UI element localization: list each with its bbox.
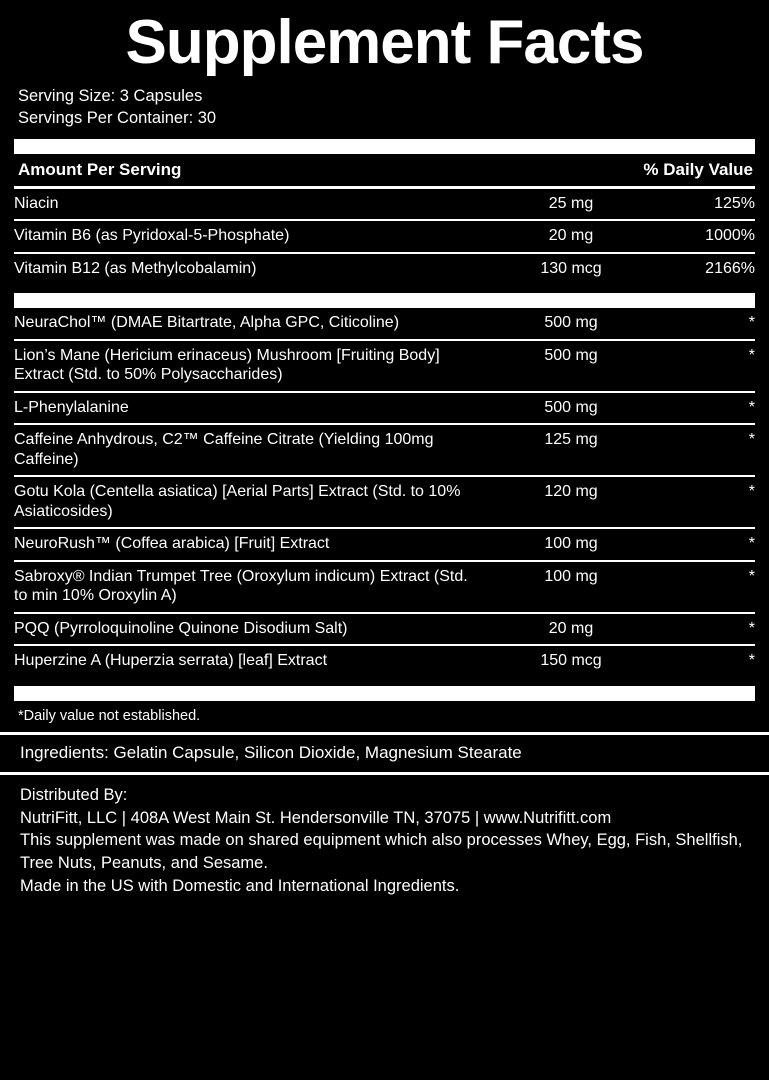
nutrient-amount: 130 mcg [484, 253, 658, 285]
nutrient-daily-value: 2166% [658, 253, 755, 285]
nutrient-amount: 20 mg [484, 220, 658, 253]
nutrient-amount: 25 mg [548, 194, 594, 212]
nutrient-name: Lion’s Mane (Hericium erinaceus) Mushroom [Fruiting Body] Extract (Std. to 50% Polysaccharides) [14, 340, 484, 392]
nutrient-amount: 500 mg [544, 314, 598, 332]
nutrient-name: Niacin [14, 194, 59, 212]
nutrient-daily-value: * [658, 528, 755, 561]
ingredients-section [0, 735, 769, 772]
distributed-by-label: Distributed By: [20, 785, 128, 804]
nutrient-amount: 20 mg [484, 613, 658, 646]
table-row [14, 253, 755, 285]
header-daily-value: % Daily Value [643, 159, 753, 179]
table-row [14, 476, 755, 528]
table-row [14, 189, 755, 221]
nutrient-daily-value: 1000% [658, 220, 755, 253]
nutrient-daily-value: * [748, 314, 755, 332]
divider-thick-bottom [14, 686, 755, 701]
table-row [14, 424, 755, 476]
table-header-row [14, 154, 755, 186]
table-row [14, 308, 755, 340]
serving-size: Serving Size: 3 Capsules [18, 87, 203, 106]
nutrient-daily-value: * [658, 645, 755, 677]
table-row [14, 220, 755, 253]
nutrient-daily-value: * [658, 613, 755, 646]
distributor-section [0, 775, 769, 898]
nutrient-daily-value: * [658, 340, 755, 392]
nutrient-table [14, 189, 755, 285]
nutrient-name: Caffeine Anhydrous, C2™ Caffeine Citrate (Yielding 100mg Caffeine) [14, 424, 484, 476]
nutrient-daily-value: * [658, 561, 755, 613]
table-row [14, 645, 755, 677]
divider-thick-top [14, 139, 755, 154]
nutrient-daily-value: * [658, 476, 755, 528]
nutrient-daily-value: 125% [714, 194, 755, 212]
daily-value-footnote: *Daily value not established. [18, 707, 201, 724]
nutrient-name: Huperzine A (Huperzia serrata) [leaf] Extract [14, 645, 484, 677]
ingredients-text: Ingredients: Gelatin Capsule, Silicon Dioxide, Magnesium Stearate [20, 742, 522, 762]
table-row [14, 392, 755, 425]
allergen-statement: This supplement was made on shared equipment which also processes Whey, Egg, Fish, Shellfish, Tree Nuts, Peanuts, and Sesame. [20, 831, 747, 873]
nutrient-amount: 125 mg [484, 424, 658, 476]
table-row [14, 528, 755, 561]
nutrient-amount: 150 mcg [484, 645, 658, 677]
blend-table [14, 308, 755, 677]
divider-thick-middle [14, 293, 755, 308]
nutrient-amount: 120 mg [484, 476, 658, 528]
servings-per-container: Servings Per Container: 30 [18, 109, 217, 128]
nutrient-daily-value: * [658, 424, 755, 476]
distributor-block [14, 775, 755, 898]
table-row [14, 613, 755, 646]
nutrient-name: Gotu Kola (Centella asiatica) [Aerial Parts] Extract (Std. to 10% Asiaticosides) [14, 476, 484, 528]
distributor-address: NutriFitt, LLC | 408A West Main St. Hendersonville TN, 37075 | www.Nutrifitt.com [20, 808, 612, 827]
nutrient-name: Vitamin B12 (as Methylcobalamin) [14, 253, 484, 285]
nutrient-amount: 500 mg [484, 340, 658, 392]
nutrient-name: Vitamin B6 (as Pyridoxal-5-Phosphate) [14, 220, 484, 253]
nutrient-name: PQQ (Pyrroloquinoline Quinone Disodium Salt) [14, 613, 484, 646]
label-body [0, 10, 769, 732]
origin-statement: Made in the US with Domestic and International Ingredients. [20, 876, 460, 895]
header-amount-per-serving: Amount Per Serving [18, 159, 182, 179]
nutrient-amount: 100 mg [484, 561, 658, 613]
nutrient-amount: 500 mg [484, 392, 658, 425]
nutrient-name: L-Phenylalanine [14, 392, 484, 425]
table-row [14, 561, 755, 613]
page-title: Supplement Facts [125, 8, 644, 77]
table-row [14, 340, 755, 392]
nutrient-daily-value: * [658, 392, 755, 425]
nutrient-name: NeuroRush™ (Coffea arabica) [Fruit] Extract [14, 528, 484, 561]
nutrient-amount: 100 mg [484, 528, 658, 561]
nutrient-name: Sabroxy® Indian Trumpet Tree (Oroxylum indicum) Extract (Std. to min 10% Oroxylin A) [14, 561, 484, 613]
nutrient-name: NeuraChol™ (DMAE Bitartrate, Alpha GPC, Citicoline) [14, 314, 400, 332]
